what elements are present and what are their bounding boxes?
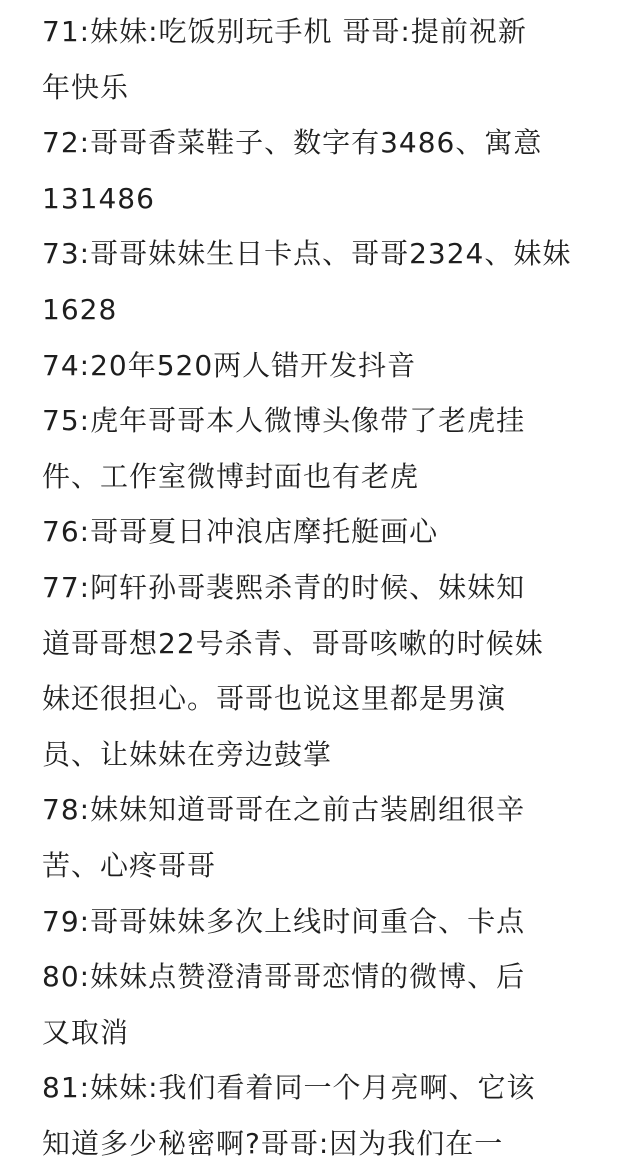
text-line-15: 78:妹妹知道哥哥在之前古装剧组很辛 (42, 793, 526, 827)
text-line-14: 员、让妹妹在旁边鼓掌 (42, 737, 333, 771)
text-line-6: 1628 (42, 292, 118, 326)
text-line-7: 74:20年520两人错开发抖音 (42, 348, 417, 382)
text-line-8: 75:虎年哥哥本人微博头像带了老虎挂 (42, 404, 526, 438)
text-line-17: 79:哥哥妹妹多次上线时间重合、卡点 (42, 904, 526, 938)
text-line-2: 年快乐 (42, 70, 130, 104)
text-line-9: 件、工作室微博封面也有老虎 (42, 459, 420, 493)
text-line-16: 苦、心疼哥哥 (42, 848, 217, 882)
text-line-3: 72:哥哥香菜鞋子、数字有3486、寓意 (42, 126, 543, 160)
text-line-20: 81:妹妹:我们看着同一个月亮啊、它该 (42, 1071, 536, 1105)
text-line-18: 80:妹妹点赞澄清哥哥恋情的微博、后 (42, 960, 526, 994)
text-line-1: 71:妹妹:吃饭别玩手机 哥哥:提前祝新 (42, 15, 527, 48)
text-line-11: 77:阿轩孙哥裴熙杀青的时候、妹妹知 (42, 570, 526, 604)
text-line-4: 131486 (42, 181, 155, 215)
text-line-21: 知道多少秘密啊?哥哥:因为我们在一 (42, 1126, 504, 1160)
text-line-10: 76:哥哥夏日冲浪店摩托艇画心 (42, 515, 439, 549)
text-line-12: 道哥哥想22号杀青、哥哥咳嗽的时候妹 (42, 626, 544, 660)
text-line-5: 73:哥哥妹妹生日卡点、哥哥2324、妹妹 (42, 237, 572, 271)
text-line-13: 妹还很担心。哥哥也说这里都是男演 (42, 682, 507, 716)
text-line-19: 又取消 (42, 1015, 130, 1049)
